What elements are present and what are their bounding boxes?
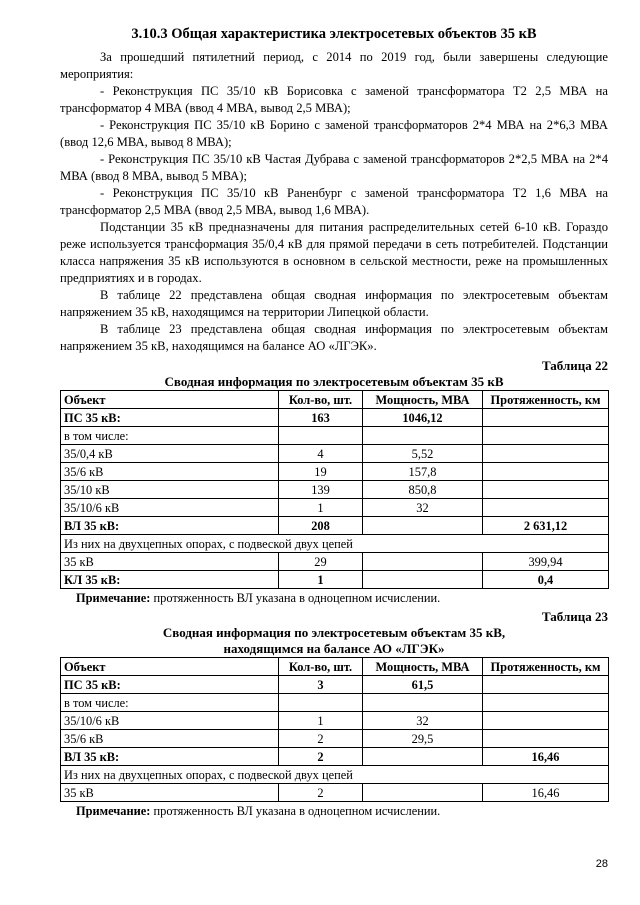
table-row	[61, 571, 609, 589]
paragraph-item-3: - Реконструкция ПС 35/10 кВ Частая Дубрава с заменой трансформаторов 2*2,5 МВА на 2*4 МВА (ввод 8 МВА, вывод 5 МВА);	[60, 152, 608, 183]
paragraph-substations: Подстанции 35 кВ предназначены для питания распределительных сетей 6-10 кВ. Гораздо реже используется трансформация 35/0,4 кВ для прямой передачи в сеть потребителей. Подстанции класса напряжения 35 кВ используются в основном в сельской местности, реже на промышленных предприятиях и в городах.	[60, 220, 608, 285]
col-object: Объект	[61, 658, 279, 676]
cell-merged: Из них на двухцепных опорах, с подвеской двух цепей	[61, 766, 609, 784]
table23-label: Таблица 23	[541, 609, 608, 624]
cell-power	[363, 571, 483, 589]
cell-length: 16,46	[483, 784, 609, 802]
paragraph-item-1: - Реконструкция ПС 35/10 кВ Борисовка с заменой трансформатора Т2 2,5 МВА на трансформатор 4 МВА (ввод 4 МВА, вывод 2,5 МВА);	[60, 84, 608, 115]
note-label: Примечание:	[76, 804, 151, 818]
document-page	[60, 26, 608, 819]
cell-power: 61,5	[363, 676, 483, 694]
table-row	[61, 535, 609, 553]
cell-power: 157,8	[363, 463, 483, 481]
cell-count: 4	[279, 445, 363, 463]
cell-object: ВЛ 35 кВ:	[61, 748, 279, 766]
table-header-row	[61, 391, 609, 409]
table-row	[61, 676, 609, 694]
table-row	[61, 694, 609, 712]
cell-length: 16,46	[483, 748, 609, 766]
paragraph-table22-ref: В таблице 22 представлена общая сводная информация по электросетевым объектам напряжением 35 кВ, находящимся на территории Липецкой области.	[60, 288, 608, 319]
cell-count: 29	[279, 553, 363, 571]
table23-title-line2: находящимся на балансе АО «ЛГЭК»	[223, 641, 445, 656]
cell-object: 35/6 кВ	[61, 730, 279, 748]
cell-object: КЛ 35 кВ:	[61, 571, 279, 589]
table-row	[61, 427, 609, 445]
cell-power	[363, 748, 483, 766]
cell-length	[483, 445, 609, 463]
cell-object: 35/6 кВ	[61, 463, 279, 481]
note-label: Примечание:	[76, 591, 151, 605]
table-row	[61, 784, 609, 802]
cell-object: 35/10/6 кВ	[61, 499, 279, 517]
cell-object: 35/10 кВ	[61, 481, 279, 499]
note-text: протяженность ВЛ указана в одноцепном исчислении.	[150, 591, 441, 605]
table-row	[61, 409, 609, 427]
cell-count: 3	[279, 676, 363, 694]
col-length: Протяженность, км	[483, 391, 609, 409]
cell-count: 208	[279, 517, 363, 535]
cell-object: в том числе:	[61, 694, 279, 712]
cell-count: 1	[279, 499, 363, 517]
cell-object: 35/10/6 кВ	[61, 712, 279, 730]
table-row	[61, 748, 609, 766]
col-length: Протяженность, км	[483, 658, 609, 676]
table-header-row	[61, 658, 609, 676]
cell-power: 32	[363, 499, 483, 517]
col-object: Объект	[61, 391, 279, 409]
cell-count: 19	[279, 463, 363, 481]
cell-length	[483, 676, 609, 694]
table22	[60, 390, 609, 589]
table22-title: Сводная информация по электросетевым объектам 35 кВ	[164, 374, 504, 389]
table-row	[61, 481, 609, 499]
cell-power	[363, 517, 483, 535]
cell-count: 2	[279, 784, 363, 802]
cell-count: 163	[279, 409, 363, 427]
col-count: Кол-во, шт.	[279, 391, 363, 409]
cell-object: ВЛ 35 кВ:	[61, 517, 279, 535]
cell-object: 35 кВ	[61, 784, 279, 802]
cell-power	[363, 784, 483, 802]
col-power: Мощность, МВА	[363, 391, 483, 409]
cell-count: 1	[279, 571, 363, 589]
cell-power: 5,52	[363, 445, 483, 463]
cell-length	[483, 712, 609, 730]
cell-length	[483, 730, 609, 748]
section-heading: 3.10.3 Общая характеристика электросетевых объектов 35 кВ	[131, 26, 537, 42]
cell-object: ПС 35 кВ:	[61, 676, 279, 694]
cell-count: 1	[279, 712, 363, 730]
cell-count: 2	[279, 748, 363, 766]
table-row	[61, 712, 609, 730]
page-number: 28	[595, 858, 608, 870]
table-row	[61, 517, 609, 535]
col-power: Мощность, МВА	[363, 658, 483, 676]
paragraph-item-2: - Реконструкция ПС 35/10 кВ Борино с заменой трансформаторов 2*4 МВА на 2*6,3 МВА (ввод 12,6 МВА, вывод 8 МВА);	[60, 118, 608, 149]
table23	[60, 657, 609, 802]
cell-merged: Из них на двухцепных опорах, с подвеской двух цепей	[61, 535, 609, 553]
cell-power: 850,8	[363, 481, 483, 499]
cell-object: 35 кВ	[61, 553, 279, 571]
note-text: протяженность ВЛ указана в одноцепном исчислении.	[150, 804, 441, 818]
cell-power: 29,5	[363, 730, 483, 748]
cell-length	[483, 481, 609, 499]
cell-length: 2 631,12	[483, 517, 609, 535]
cell-power: 1046,12	[363, 409, 483, 427]
col-count: Кол-во, шт.	[279, 658, 363, 676]
paragraph-intro: За прошедший пятилетний период, с 2014 по 2019 год, были завершены следующие мероприятия:	[60, 50, 608, 81]
cell-length	[483, 409, 609, 427]
cell-count: 139	[279, 481, 363, 499]
table23-note	[76, 804, 608, 819]
table22-note	[76, 591, 608, 606]
table22-label: Таблица 22	[541, 358, 608, 373]
table-row	[61, 766, 609, 784]
cell-length: 399,94	[483, 553, 609, 571]
cell-length: 0,4	[483, 571, 609, 589]
cell-object: 35/0,4 кВ	[61, 445, 279, 463]
paragraph-item-4: - Реконструкция ПС 35/10 кВ Раненбург с заменой трансформатора Т2 1,6 МВА на трансформатор 2,5 МВА (ввод 2,5 МВА, вывод 1,6 МВА).	[60, 186, 608, 217]
table23-title-line1: Сводная информация по электросетевым объектам 35 кВ,	[162, 625, 506, 640]
cell-power: 32	[363, 712, 483, 730]
cell-length	[483, 499, 609, 517]
table-row	[61, 463, 609, 481]
table-row	[61, 553, 609, 571]
cell-object: ПС 35 кВ:	[61, 409, 279, 427]
paragraph-table23-ref: В таблице 23 представлена общая сводная информация по электросетевым объектам напряжением 35 кВ, находящимся на балансе АО «ЛГЭК».	[60, 322, 608, 353]
table-row	[61, 730, 609, 748]
cell-count: 2	[279, 730, 363, 748]
cell-power	[363, 553, 483, 571]
cell-length	[483, 463, 609, 481]
table-row	[61, 499, 609, 517]
table-row	[61, 445, 609, 463]
cell-object: в том числе:	[61, 427, 279, 445]
